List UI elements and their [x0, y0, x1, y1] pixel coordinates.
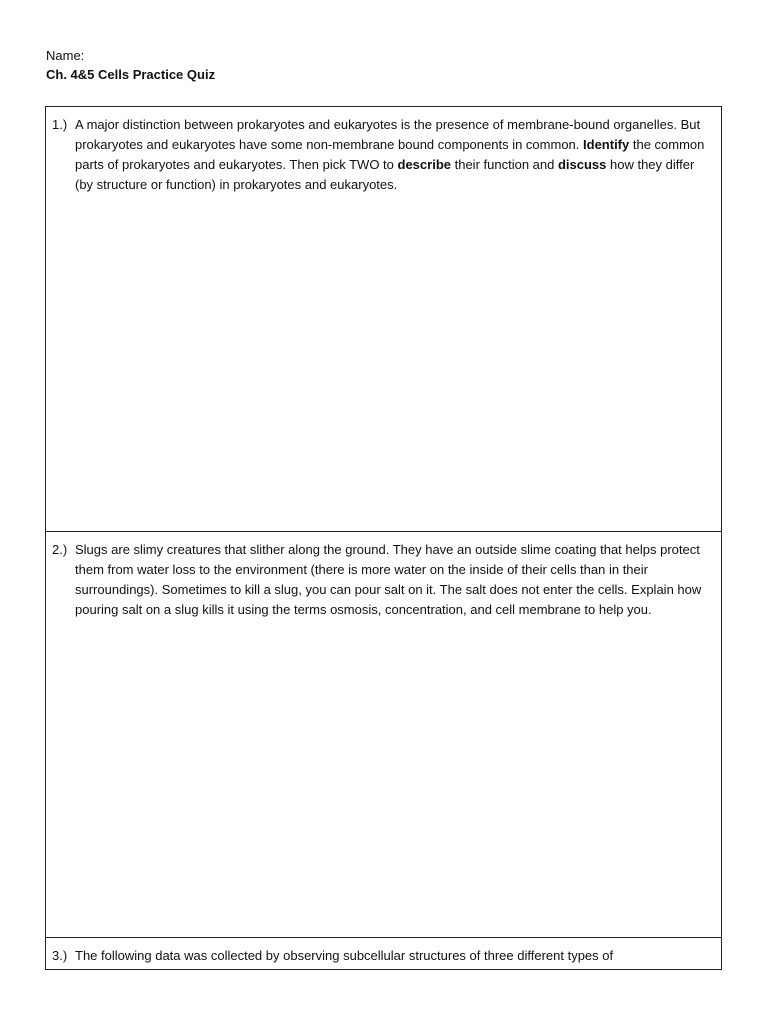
question-2 — [52, 540, 713, 620]
name-label: Name: — [46, 48, 85, 63]
question-2-answer-box[interactable] — [45, 531, 722, 938]
question-3-number: 3.) — [52, 948, 68, 963]
question-1-text-part: A major distinction between prokaryotes and eukaryotes is the presence of membrane-bound organelles. But prokaryotes and eukaryotes have some non-membrane bound components in common. — [75, 117, 701, 152]
question-1-text — [75, 117, 704, 192]
question-2-text: Slugs are slimy creatures that slither along the ground. They have an outside slime coating that helps protect them from water loss to the environment (there is more water on the inside of their cells than in their surroundings). Sometimes to kill a slug, you can pour salt on it. The salt does not enter the cells. Explain how pouring salt on a slug kills it using the terms osmosis, concentration, and cell membrane to help you. — [75, 542, 702, 617]
question-1-keyword-discuss: discuss — [557, 157, 607, 172]
question-1 — [52, 115, 713, 195]
quiz-title: Ch. 4&5 Cells Practice Quiz — [46, 67, 216, 82]
question-1-answer-box[interactable] — [45, 106, 722, 532]
question-1-text-part: how they differ (by structure or function) in prokaryotes and eukaryotes. — [75, 157, 695, 192]
question-2-number: 2.) — [52, 542, 68, 557]
question-1-keyword-describe: describe — [397, 157, 451, 172]
question-1-text-part: the common parts of prokaryotes and eukaryotes. Then pick TWO to — [75, 137, 705, 172]
question-1-text-part: their function and — [451, 157, 558, 172]
document-header — [46, 46, 215, 84]
question-1-number: 1.) — [52, 117, 68, 132]
question-1-keyword-identify: Identify — [583, 137, 630, 152]
question-3-answer-box[interactable] — [45, 937, 722, 970]
question-3 — [52, 946, 713, 966]
question-3-text: The following data was collected by observing subcellular structures of three different types of — [75, 948, 614, 963]
